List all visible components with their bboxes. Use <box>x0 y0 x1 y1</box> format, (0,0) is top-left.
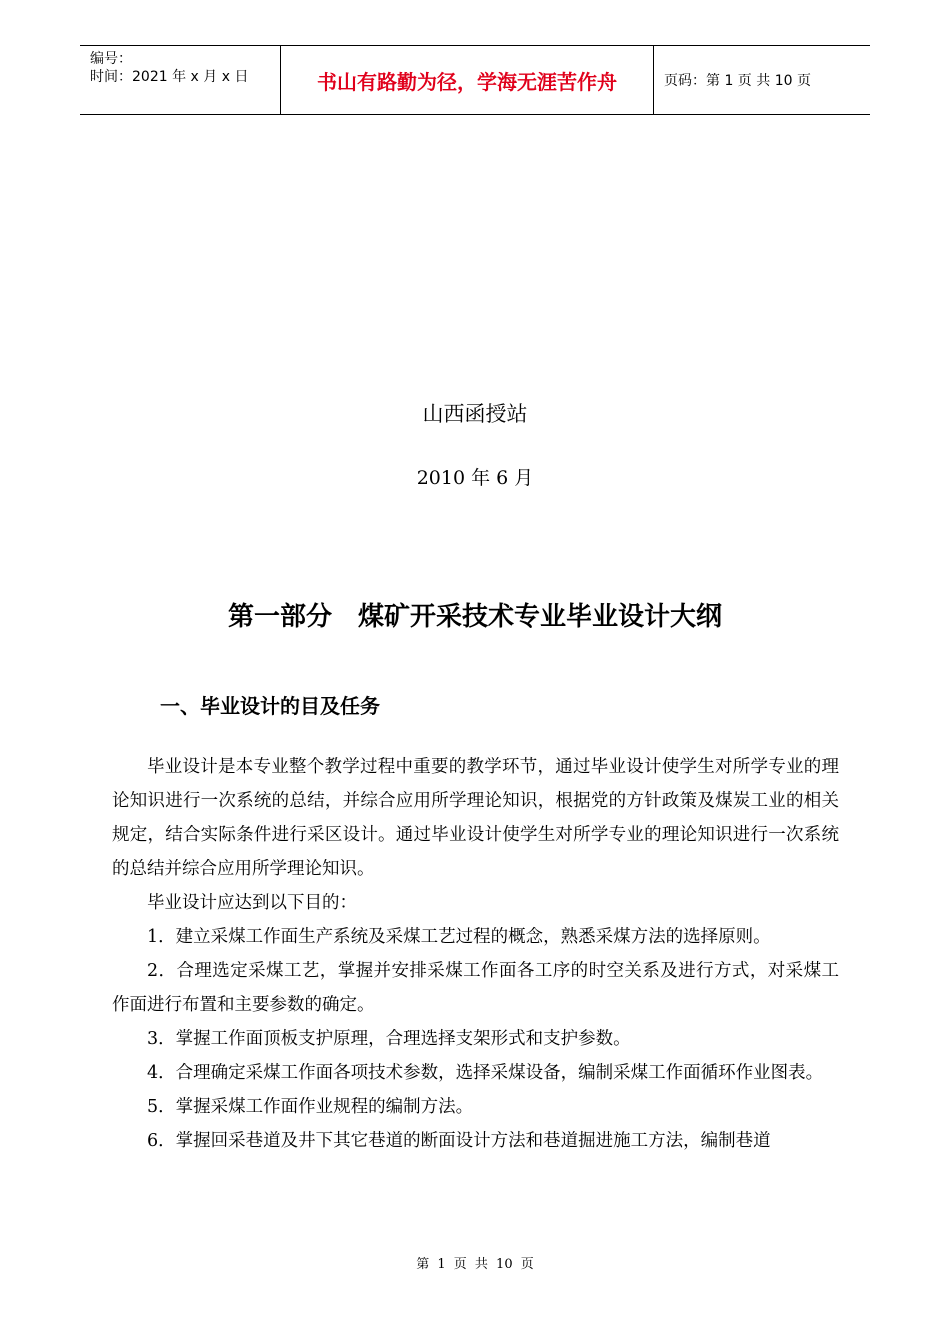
paragraph: 毕业设计是本专业整个教学过程中重要的教学环节，通过毕业设计使学生对所学专业的理论知识进行一次系统的总结，并综合应用所学理论知识，根据党的方针政策及煤炭工业的相关规定，结合实际条件进行采区设计。通过毕业设计使学生对所学专业的理论知识进行一次系统的总结并综合应用所学理论知识。 <box>112 757 839 879</box>
document-header <box>80 45 870 115</box>
list-item: 6．掌握回采巷道及井下其它巷道的断面设计方法和巷道掘进施工方法，编制巷道 <box>147 1131 771 1151</box>
document-time: 时间：2021 年 x 月 x 日 <box>90 69 249 85</box>
paragraph: 毕业设计应达到以下目的： <box>147 893 357 913</box>
organization-name: 山西函授站 <box>422 402 528 426</box>
list-item: 2．合理选定采煤工艺，掌握并安排采煤工作面各工序的时空关系及进行方式，对采煤工作面进行布置和主要参数的确定。 <box>112 961 839 1015</box>
part-heading: 煤矿开采技术专业毕业设计大纲 <box>358 602 723 632</box>
part-label: 第一部分 <box>227 602 332 632</box>
document-number-label: 编号： <box>90 51 132 67</box>
document-date: 2010 年 6 月 <box>416 467 534 489</box>
header-motto: 书山有路勤为径，学海无涯苦作舟 <box>281 46 654 114</box>
list-item: 3．掌握工作面顶板支护原理，合理选择支架形式和支护参数。 <box>147 1029 631 1049</box>
list-item: 4．合理确定采煤工作面各项技术参数，选择采煤设备，编制采煤工作面循环作业图表。 <box>147 1063 824 1083</box>
list-item: 5．掌握采煤工作面作业规程的编制方法。 <box>147 1097 474 1117</box>
header-page-info: 页码：第 1 页 共 10 页 <box>664 73 811 89</box>
part-title <box>0 596 950 633</box>
body-text <box>112 750 839 1158</box>
list-item: 1．建立采煤工作面生产系统及采煤工艺过程的概念，熟悉采煤方法的选择原则。 <box>147 927 771 947</box>
page-footer: 第 1 页 共 10 页 <box>416 1257 534 1272</box>
section-title: 一、毕业设计的目及任务 <box>160 694 380 718</box>
header-meta <box>80 46 281 114</box>
